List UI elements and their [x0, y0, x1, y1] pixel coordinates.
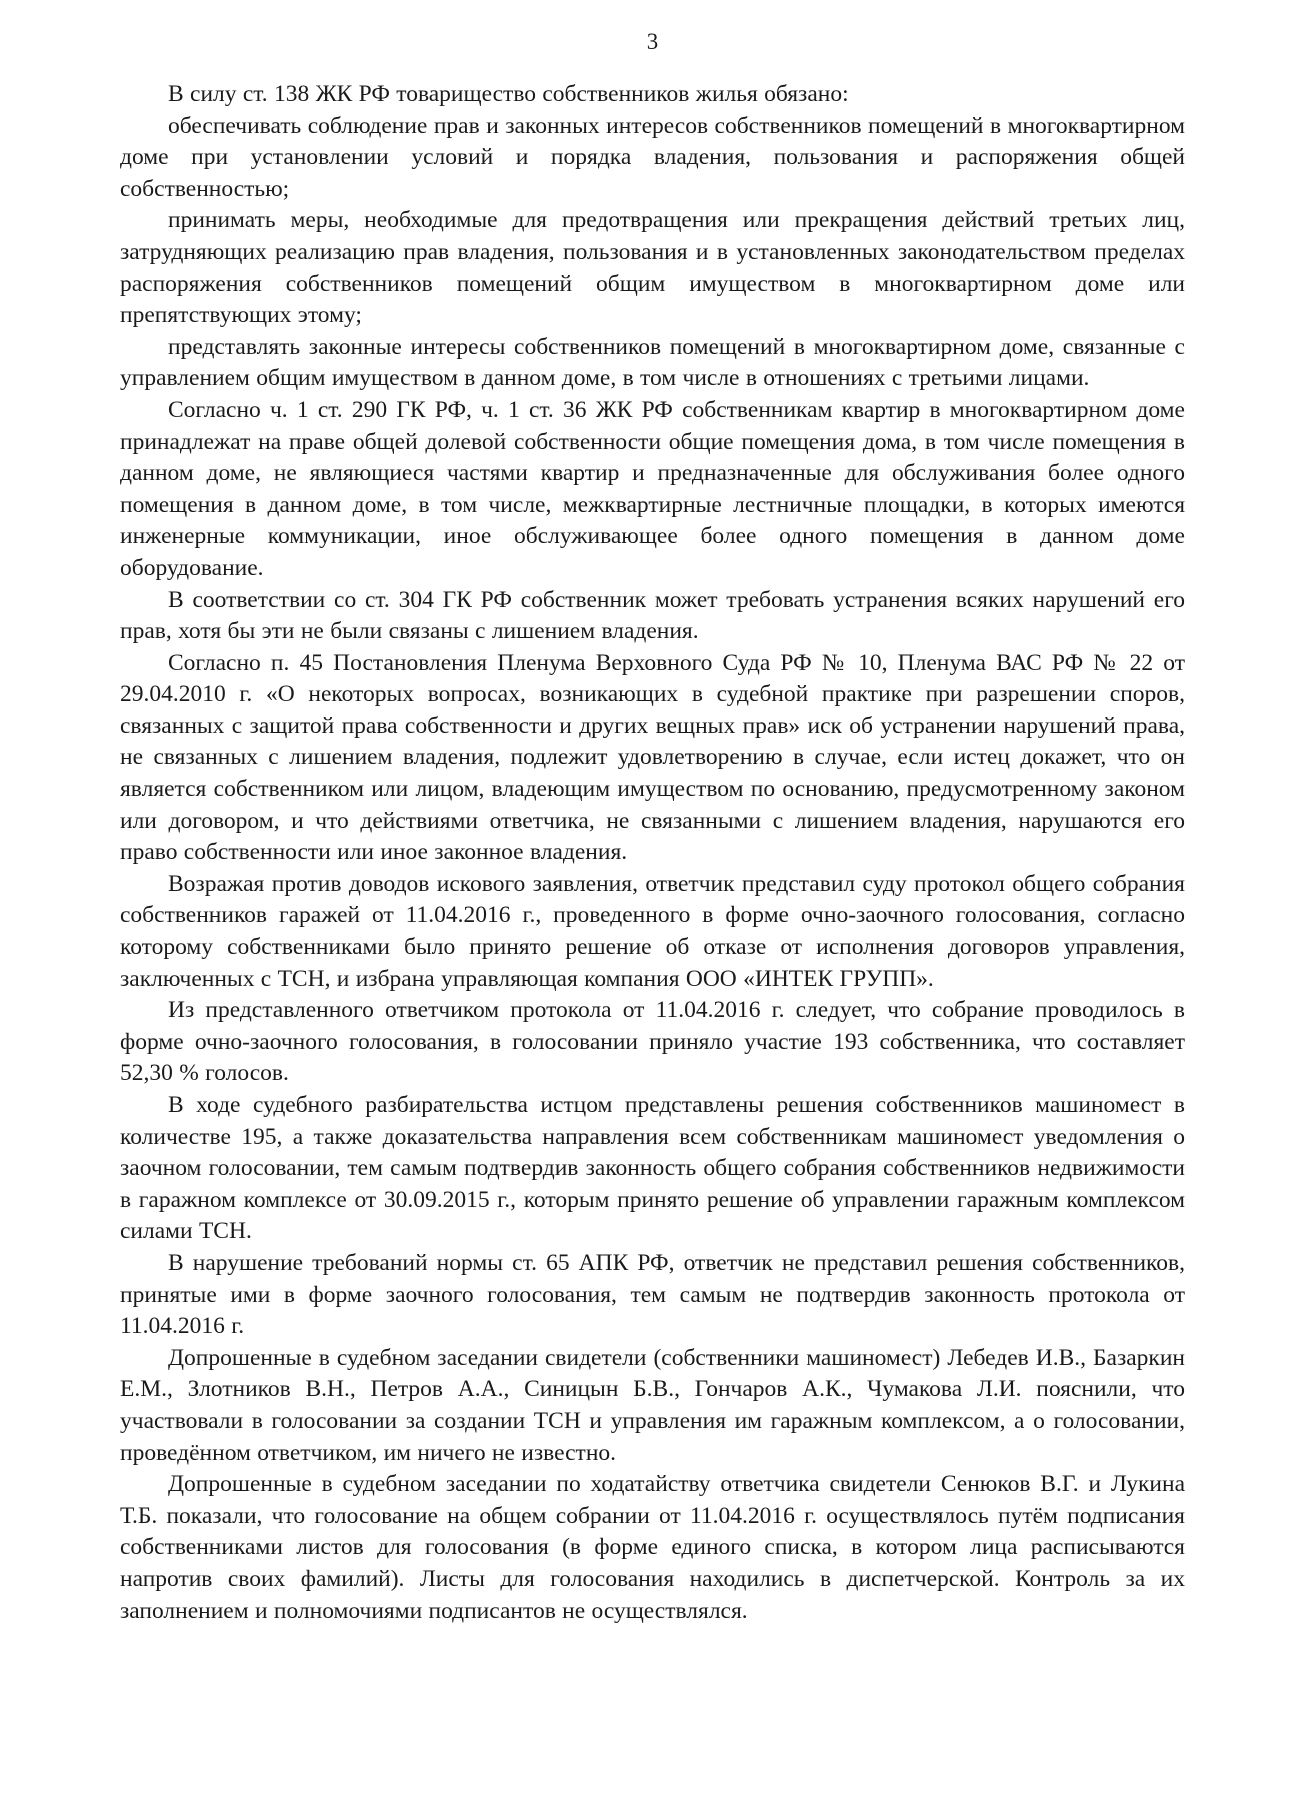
- paragraph: Согласно ч. 1 ст. 290 ГК РФ, ч. 1 ст. 36 ЖК РФ собственникам квартир в многоквартирном доме принадлежат на праве общей долевой собственности общие помещения дома, в том числе помещения в данном доме, не являющиеся частями квартир и предназначенные для обслуживания более одного помещения в данном доме, в том числе, межквартирные лестничные площадки, в которых имеются инженерные коммуникации, иное обслуживающее более одного помещения в данном доме оборудование.: [120, 396, 1185, 581]
- paragraph: Возражая против доводов искового заявления, ответчик представил суду протокол общего собрания собственников гаражей от 11.04.2016 г., проведенного в форме очно-заочного голосования, согласно которому собственниками было принято решение об отказе от исполнения договоров управления, заключенных с ТСН, и избрана управляющая компания ООО «ИНТЕК ГРУПП».: [120, 870, 1185, 992]
- paragraph: В нарушение требований нормы ст. 65 АПК РФ, ответчик не представил решения собственников, принятые ими в форме заочного голосования, тем самым не подтвердив законность протокола от 11.04.2016 г.: [120, 1249, 1185, 1340]
- paragraph: В силу ст. 138 ЖК РФ товарищество собственников жилья обязано:: [168, 81, 849, 107]
- page-number: 3: [646, 29, 659, 54]
- paragraph: принимать меры, необходимые для предотвращения или прекращения действий третьих лиц, затрудняющих реализацию прав владения, пользования и в установленных законодательством пределах распоряжения собственников помещений общим имуществом в многоквартирном доме или препятствующих этому;: [120, 207, 1185, 329]
- paragraph: Допрошенные в судебном заседании по ходатайству ответчика свидетели Сенюков В.Г. и Лукина Т.Б. показали, что голосование на общем собрании от 11.04.2016 г. осуществлялось путём подписания собственниками листов для голосования (в форме единого списка, в котором лица расписываются напротив своих фамилий). Листы для голосования находились в диспетчерской. Контроль за их заполнением и полномочиями подписантов не осуществлялся.: [120, 1471, 1185, 1624]
- document-body: [120, 79, 1185, 1627]
- paragraph: В соответствии со ст. 304 ГК РФ собственник может требовать устранения всяких нарушений его прав, хотя бы эти не были связаны с лишением владения.: [120, 586, 1185, 645]
- paragraph: Согласно п. 45 Постановления Пленума Верховного Суда РФ № 10, Пленума ВАС РФ № 22 от 29.04.2010 г. «О некоторых вопросах, возникающих в судебной практике при разрешении споров, связанных с защитой права собственности и других вещных прав» иск об устранении нарушений права, не связанных с лишением владения, подлежит удовлетворению в случае, если истец докажет, что он является собственником или лицом, владеющим имуществом по основанию, предусмотренному законом или договором, и что действиями ответчика, не связанными с лишением владения, нарушаются его право собственности или иное законное владения.: [120, 649, 1185, 866]
- paragraph: обеспечивать соблюдение прав и законных интересов собственников помещений в многоквартирном доме при установлении условий и порядка владения, пользования и распоряжения общей собственностью;: [120, 112, 1185, 202]
- paragraph: В ходе судебного разбирательства истцом представлены решения собственников машиномест в количестве 195, а также доказательства направления всем собственникам машиномест уведомления о заочном голосовании, тем самым подтвердив законность общего собрания собственников недвижимости в гаражном комплексе от 30.09.2015 г., которым принято решение об управлении гаражным комплексом силами ТСН.: [120, 1092, 1185, 1245]
- paragraph: Из представленного ответчиком протокола от 11.04.2016 г. следует, что собрание проводилось в форме очно-заочного голосования, в голосовании приняло участие 193 собственника, что составляет 52,30 % голосов.: [120, 997, 1185, 1087]
- paragraph: представлять законные интересы собственников помещений в многоквартирном доме, связанные с управлением общим имуществом в данном доме, в том числе в отношениях с третьими лицами.: [120, 333, 1185, 392]
- paragraph: Допрошенные в судебном заседании свидетели (собственники машиномест) Лебедев И.В., Базаркин Е.М., Злотников В.Н., Петров А.А., Синицын Б.В., Гончаров А.К., Чумакова Л.И. пояснили, что участвовали в голосовании за создании ТСН и управления им гаражным комплексом, а о голосовании, проведённом ответчиком, им ничего не известно.: [120, 1344, 1185, 1466]
